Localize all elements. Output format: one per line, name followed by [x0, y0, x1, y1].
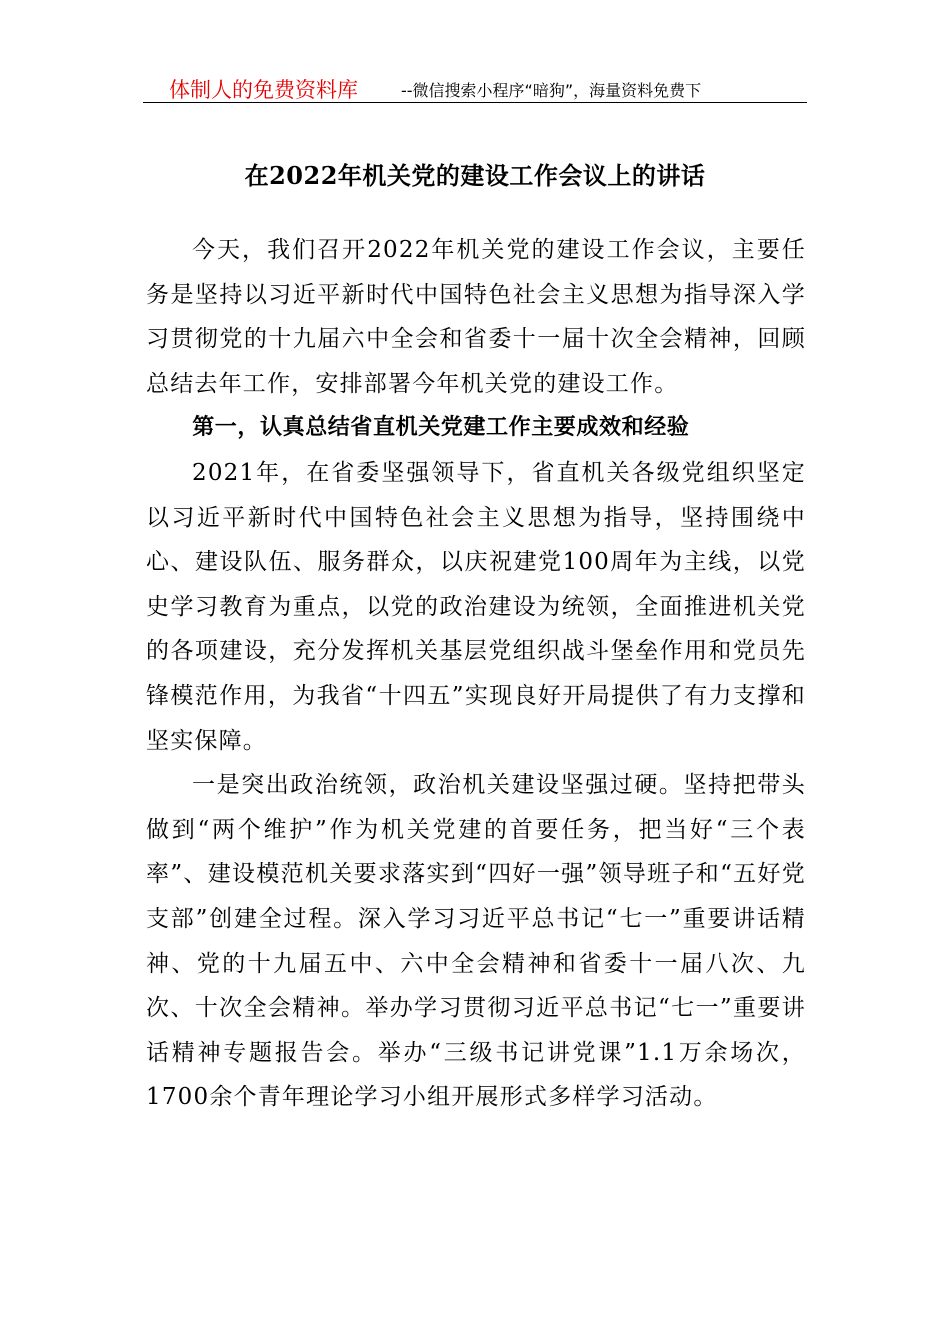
paragraph-political-leadership: 一是突出政治统领，政治机关建设坚强过硬。坚持把带头做到“两个维护”作为机关党建的首要任务，把当好“三个表率”、建设模范机关要求落实到“四好一强”领导班子和“五好党支部”创建全过程。深入学习习近平总书记“七一”重要讲话精神、党的十九届五中、六中全会精神和省委十一届八次、九次、十次全会精神。举办学习贯彻习近平总书记“七一”重要讲话精神专题报告会。举办“三级书记讲党课”1.1万余场次，1700余个青年理论学习小组开展形式多样学习活动。	[146, 772, 806, 1111]
section-heading-first: 第一，认真总结省直机关党建工作主要成效和经验	[192, 415, 690, 441]
document-title: 在2022年机关党的建设工作会议上的讲话	[244, 161, 706, 190]
paragraph-2021-summary: 2021年，在省委坚强领导下，省直机关各级党组织坚定以习近平新时代中国特色社会主义思想为指导，坚持围绕中心、建设队伍、服务群众，以庆祝建党100周年为主线，以党史学习教育为重点，以党的政治建设为统领，全面推进机关党的各项建设，充分发挥机关基层党组织战斗堡垒作用和党员先锋模范作用，为我省“十四五”实现良好开局提供了有力支撑和坚实保障。	[146, 459, 806, 754]
header-slogan: --微信搜索小程序“暗狗”，海量资料免费下	[401, 81, 702, 100]
document-body	[146, 228, 806, 1120]
paragraph-intro: 今天，我们召开2022年机关党的建设工作会议，主要任务是坚持以习近平新时代中国特色社会主义思想为指导深入学习贯彻党的十九届六中全会和省委十一届十次全会精神，回顾总结去年工作，安排部署今年机关党的建设工作。	[146, 237, 806, 397]
page-header	[143, 70, 807, 103]
header-brand: 体制人的免费资料库	[169, 78, 358, 102]
